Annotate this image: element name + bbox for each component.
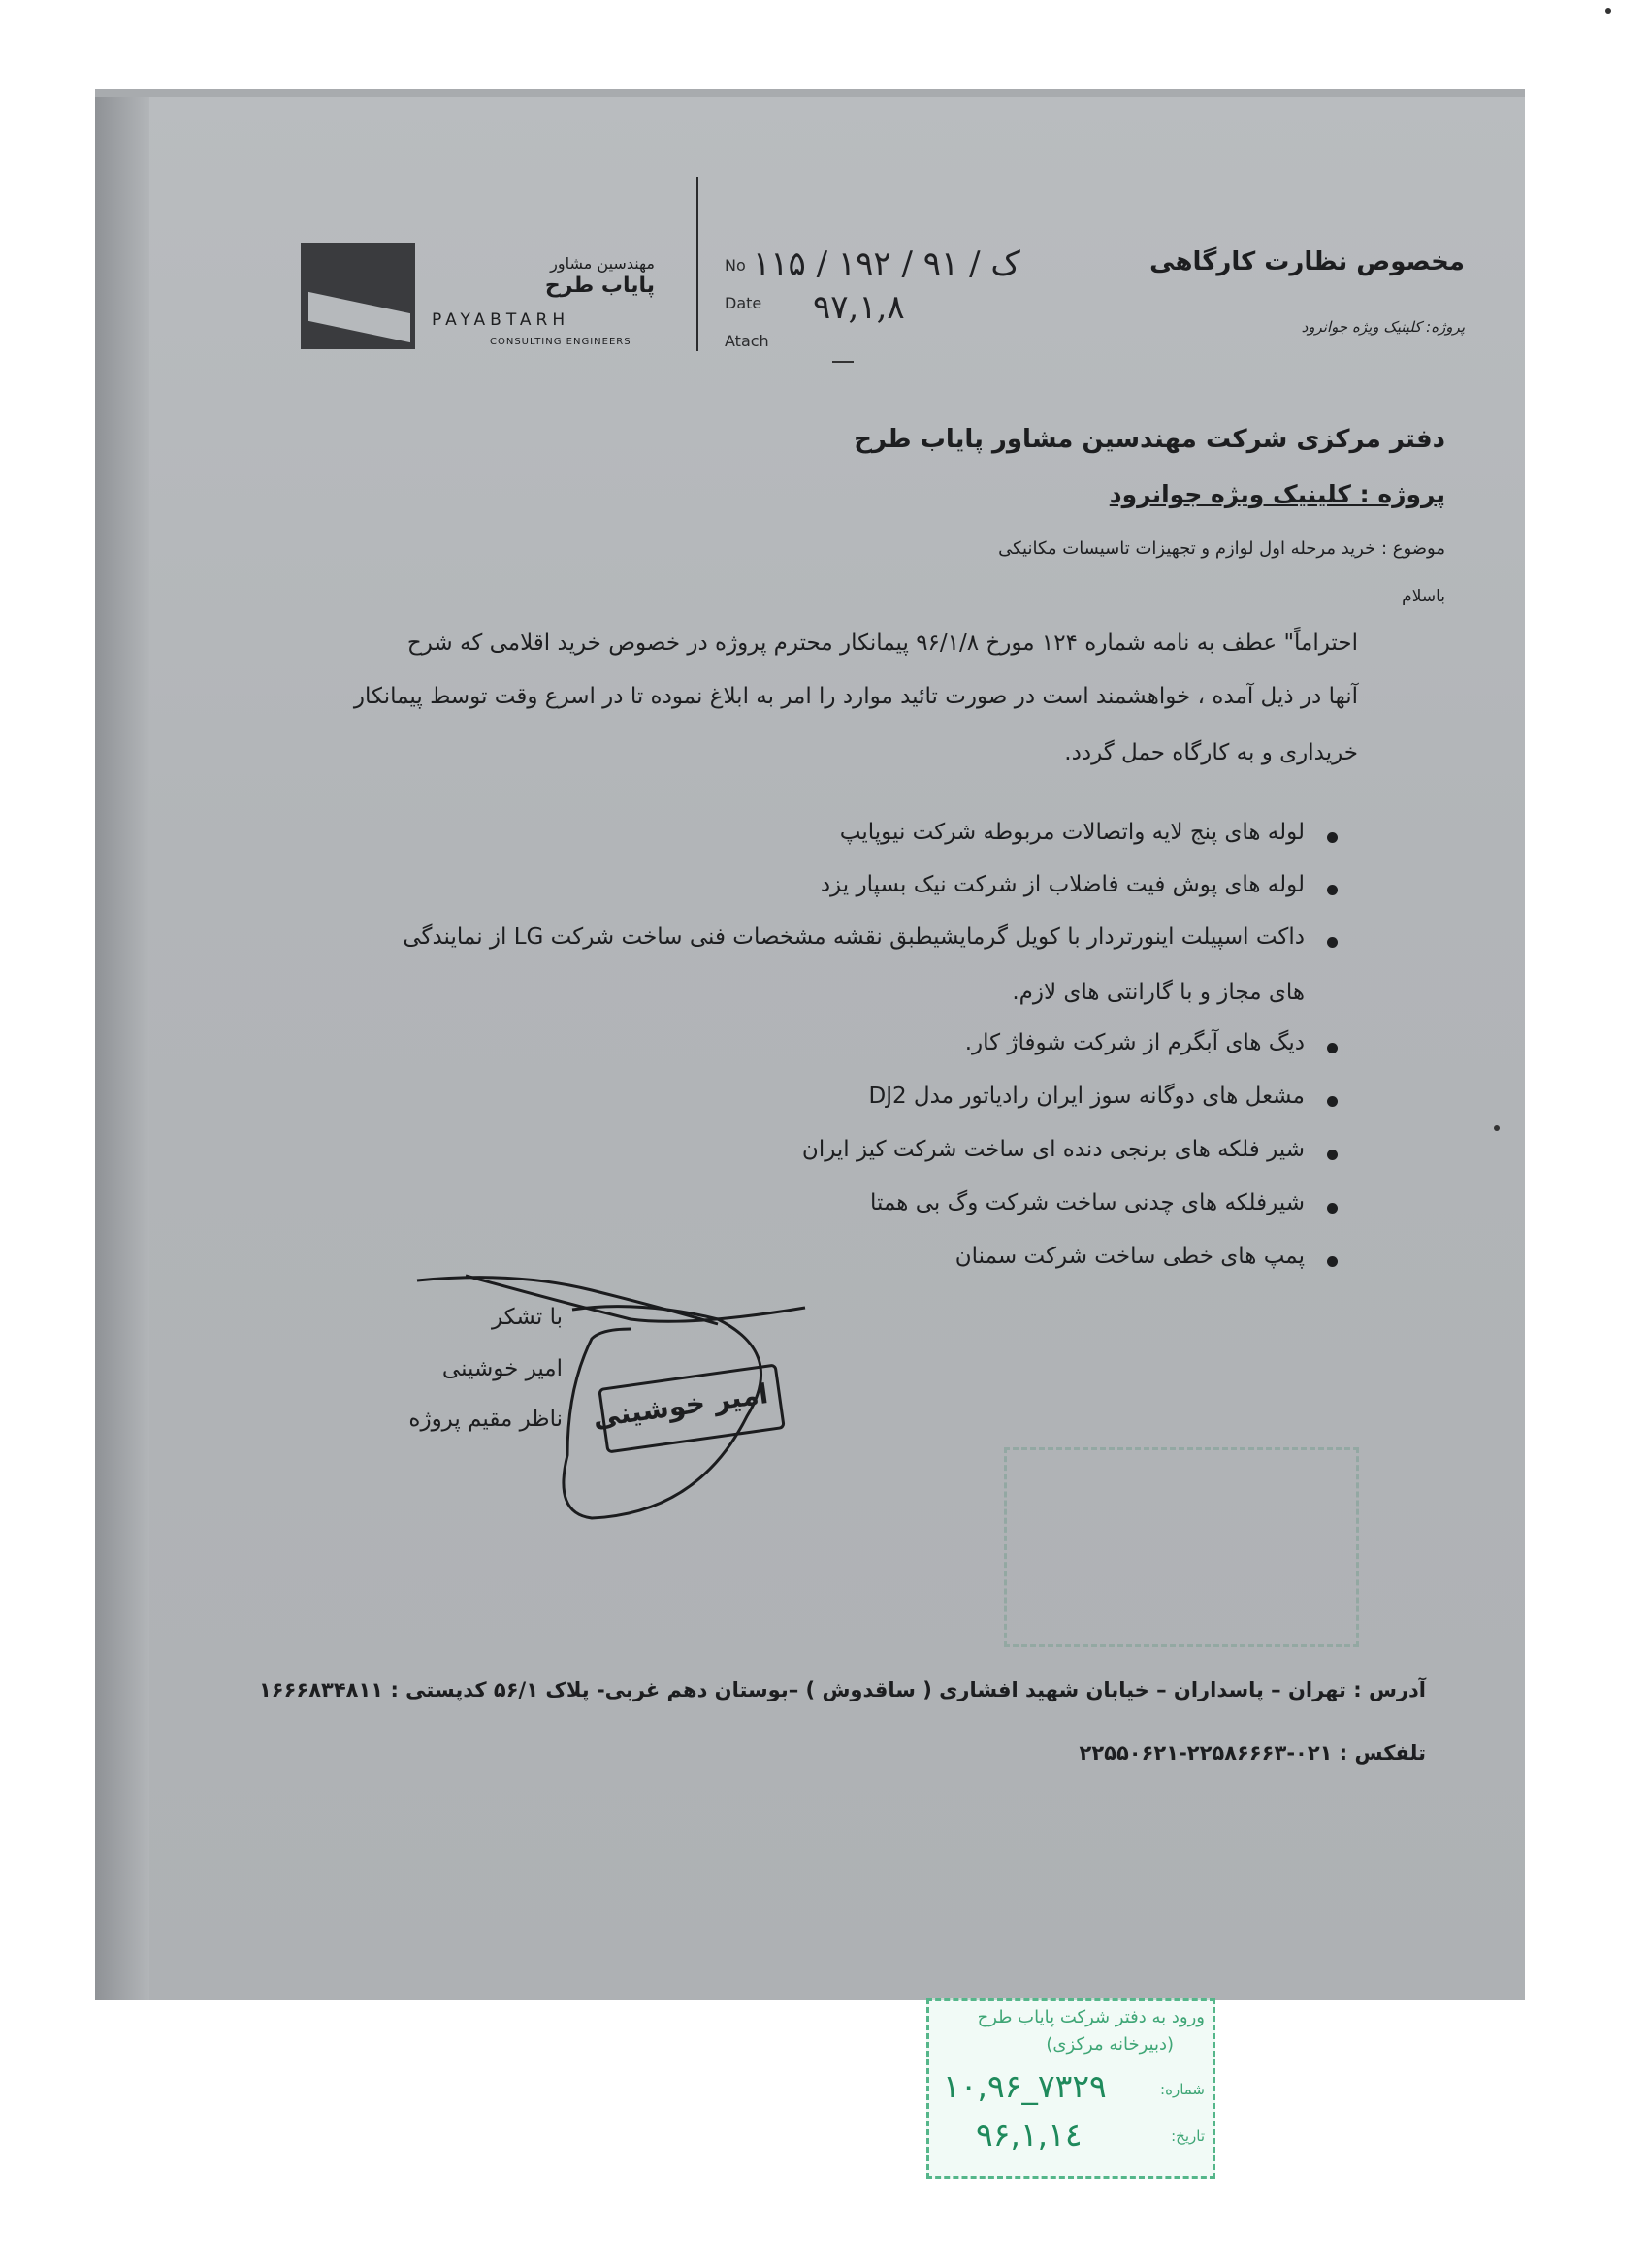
letter-date: ۹۷,۱,۸ <box>813 288 905 327</box>
list-item: شیرفلکه های چدنی ساخت شرکت وگ بی همتا <box>870 1190 1305 1215</box>
list-item: پمپ های خطی ساخت شرکت سمنان <box>954 1244 1305 1269</box>
letter-number: ۱۱۵ / ک / ۹۱ / ۱۹۲ <box>753 244 1020 283</box>
address-line: آدرس : تهران – پاسداران – خیابان شهید افشاری ( ساقدوش ) –بوستان دهم غربی- پلاک ۵۶/۱ کدپستی : ۱۶۶۶۸۳۴۸۱۱ <box>258 1678 1426 1701</box>
bullet <box>1327 937 1338 948</box>
scan-shadow <box>95 89 149 2000</box>
body-line-1: احتراماً" عطف به نامه شماره ۱۲۴ مورخ ۹۶/۱/۸ پیمانکار محترم پروژه در خصوص خرید اقلامی که شرح <box>406 631 1358 656</box>
no-label: No <box>725 256 746 275</box>
faint-stamp-box <box>1004 1447 1359 1647</box>
receipt-title: ورود به دفتر شرکت پایاب طرح <box>977 2007 1205 2027</box>
list-item: داکت اسپیلت اینورتردار با کویل گرمایشیطبق نقشه مشخصات فنی ساخت شرکت LG از نمایندگی <box>403 924 1305 950</box>
scan-speck <box>1605 8 1611 14</box>
list-item: شیر فلکه های برنجی دنده ای ساخت شرکت کیز ایران <box>801 1137 1305 1162</box>
company-fa-line1: مهندسین مشاور <box>550 254 655 273</box>
bullet <box>1327 1096 1338 1107</box>
attach-dash <box>832 361 854 363</box>
phone-line: تلفکس : ۰۲۱-۲۲۵۸۶۶۶۳-۲۲۵۵۰۶۲۱ <box>1079 1741 1426 1765</box>
subject-line: موضوع : خرید مرحله اول لوازم و تجهیزات تاسیسات مکانیکی <box>998 538 1445 559</box>
bullet <box>1327 1150 1338 1160</box>
recipient-line: دفتر مرکزی شرکت مهندسین مشاور پایاب طرح <box>854 425 1445 454</box>
company-en-sub: CONSULTING ENGINEERS <box>490 337 631 347</box>
receipt-number: ۱۰,۹۶_۷۳۲۹ <box>943 2067 1107 2105</box>
list-item: لوله های پنج لایه واتصالات مربوطه شرکت نیوپایپ <box>839 820 1305 845</box>
bullet <box>1327 1256 1338 1267</box>
project-small: پروژه: کلینیک ویژه جوانرود <box>1301 318 1465 336</box>
greeting: باسلام <box>1402 587 1445 606</box>
receipt-subtitle: (دبیرخانه مرکزی) <box>1046 2034 1174 2055</box>
project-line: پروژه : کلینیک ویژه جوانرود <box>1109 480 1445 508</box>
scan-speck <box>1494 1125 1500 1131</box>
closing: با تشکر <box>491 1305 563 1330</box>
receipt-date: ۹۶,۱,۱٤ <box>976 2116 1083 2154</box>
receipt-date-label: تاریخ: <box>1171 2127 1205 2145</box>
list-item-continued: های مجاز و با گارانتی های لازم. <box>1012 980 1305 1005</box>
signer-title: ناظر مقیم پروژه <box>408 1407 563 1432</box>
company-en-name: PAYABTARH <box>432 310 570 330</box>
list-item: لوله های پوش فیت فاضلاب از شرکت نیک بسپار یزد <box>820 872 1305 897</box>
receipt-stamp <box>926 1998 1215 2179</box>
company-logo <box>301 243 415 349</box>
bullet <box>1327 885 1338 895</box>
date-label: Date <box>725 294 762 312</box>
confidential-heading: مخصوص نظارت کارگاهی <box>1149 247 1465 276</box>
signer-name: امیر خوشینی <box>441 1356 563 1381</box>
bullet <box>1327 832 1338 843</box>
page-fold <box>95 89 1525 97</box>
list-item: دیگ های آبگرم از شرکت شوفاژ کار. <box>964 1030 1305 1055</box>
body-line-2: آنها در ذیل آمده ، خواهشمند است در صورت تائید موارد را امر به ابلاغ نموده تا در اسرع وقت توسط پیمانکار <box>353 684 1358 709</box>
list-item: مشعل های دوگانه سوز ایران رادیاتور مدل DJ2 <box>868 1084 1305 1109</box>
bullet <box>1327 1203 1338 1214</box>
receipt-number-label: شماره: <box>1160 2081 1205 2098</box>
signer-stamp-text: امیر خوشینی <box>591 1377 770 1435</box>
body-line-3: خریداری و به کارگاه حمل گردد. <box>1064 740 1358 765</box>
company-fa-line2: پایاب طرح <box>544 274 655 298</box>
attach-label: Atach <box>725 332 769 350</box>
bullet <box>1327 1043 1338 1053</box>
header-divider <box>696 177 698 351</box>
